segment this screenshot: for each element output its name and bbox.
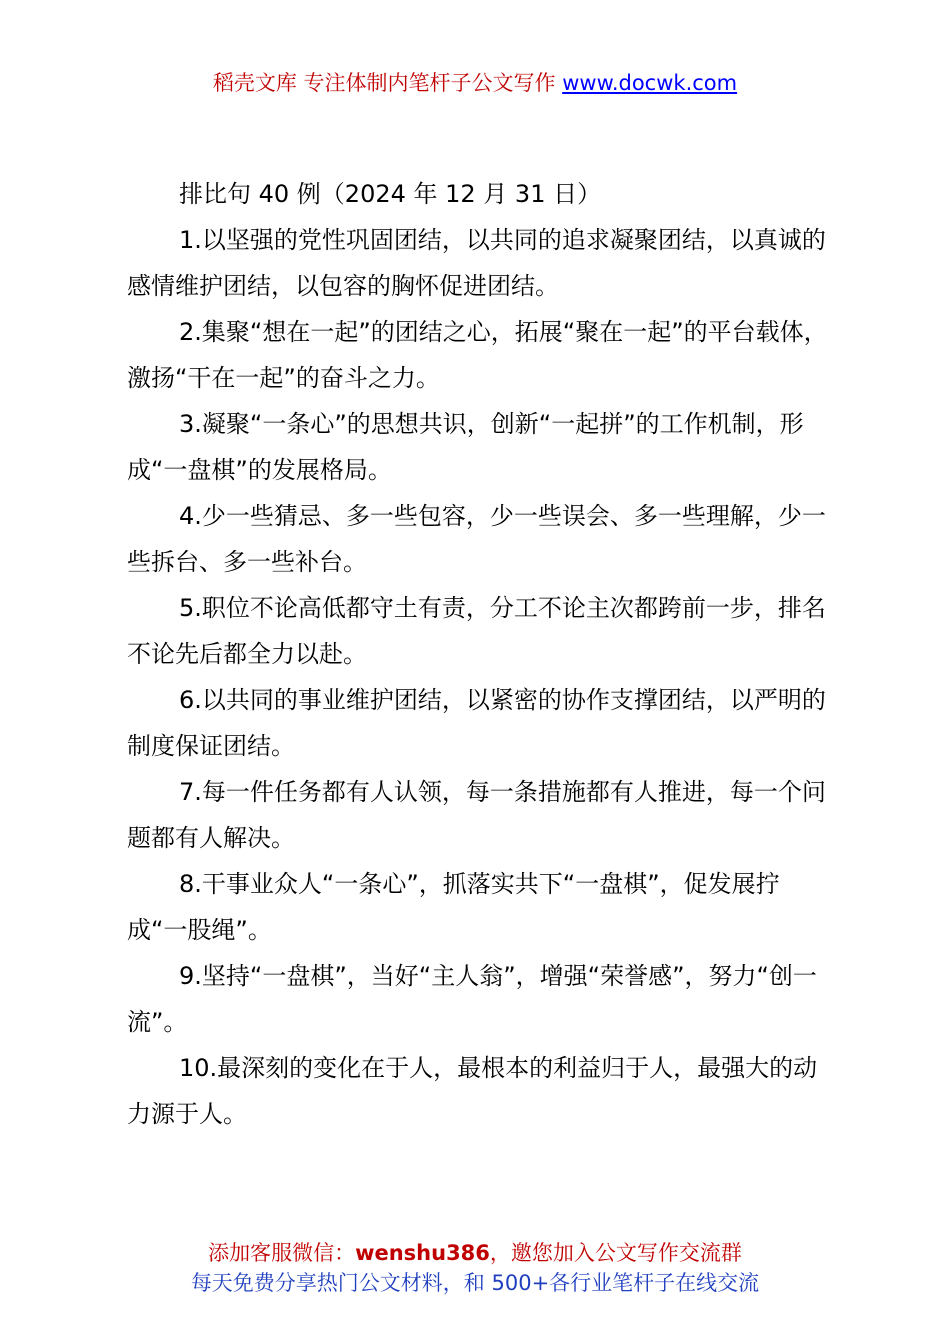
footer-contact-prefix: 添加客服微信： (208, 1241, 356, 1265)
list-item: 4.少一些猜忌、多一些包容，少一些误会、多一些理解，少一些拆台、多一些补台。 (127, 502, 826, 576)
list-item: 1.以坚强的党性巩固团结，以共同的追求凝聚团结，以真诚的感情维护团结，以包容的胸怀促进团结。 (127, 226, 826, 300)
page-footer (0, 1238, 950, 1298)
list-item: 8.干事业众人“一条心”，抓落实共下“一盘棋”，促发展拧成“一股绳”。 (127, 870, 780, 944)
header-site-link[interactable]: www.docwk.com (562, 71, 738, 95)
header-brand-text: 稻壳文库 专注体制内笔杆子公文写作 (212, 71, 563, 95)
footer-contact-suffix: ，邀您加入公文写作交流群 (489, 1241, 742, 1265)
list-item: 9.坚持“一盘棋”，当好“主人翁”，增强“荣誉感”，努力“创一流”。 (127, 962, 817, 1036)
list-item: 10.最深刻的变化在于人，最根本的利益归于人，最强大的动力源于人。 (127, 1054, 818, 1128)
list-item: 5.职位不论高低都守土有责，分工不论主次都跨前一步，排名不论先后都全力以赴。 (127, 594, 826, 668)
list-item: 7.每一件任务都有人认领，每一条措施都有人推进，每一个问题都有人解决。 (127, 778, 826, 852)
list-item: 2.集聚“想在一起”的团结之心，拓展“聚在一起”的平台载体，激扬“干在一起”的奋斗之力。 (127, 318, 828, 392)
list-item: 3.凝聚“一条心”的思想共识，创新“一起拼”的工作机制，形成“一盘棋”的发展格局。 (127, 410, 804, 484)
footer-share-line: 每天免费分享热门公文材料，和 500+各行业笔杆子在线交流 (190, 1271, 760, 1295)
page-header (0, 68, 950, 98)
document-body (127, 171, 833, 1137)
document-title: 排比句 40 例（2024 年 12 月 31 日） (179, 180, 602, 208)
footer-wechat-id: wenshu386 (355, 1241, 490, 1265)
footer-contact-line (0, 1238, 950, 1268)
list-item: 6.以共同的事业维护团结，以紧密的协作支撑团结，以严明的制度保证团结。 (127, 686, 826, 760)
